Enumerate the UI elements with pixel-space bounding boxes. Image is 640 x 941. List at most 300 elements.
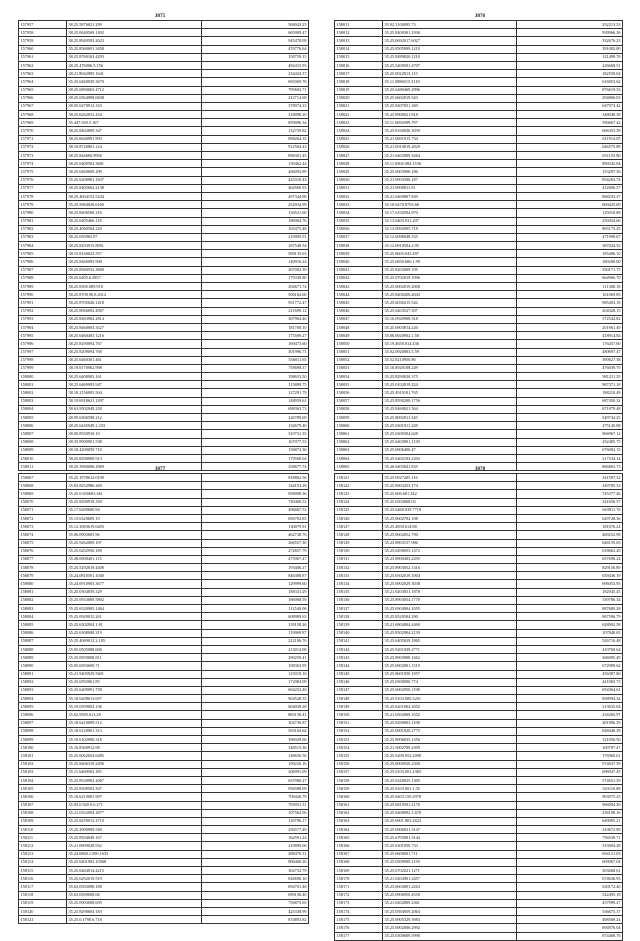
value-cell: 198653.50 <box>202 373 309 381</box>
value-cell: 272657.79 <box>202 547 309 555</box>
value-cell: 464560.93 <box>202 184 309 192</box>
table-row <box>335 242 623 250</box>
row-id-cell: 158034 <box>335 209 383 217</box>
table-row <box>19 736 309 744</box>
row-id-cell: 157985 <box>19 250 67 258</box>
value-cell: 543116.88 <box>517 785 623 793</box>
row-id-cell: 157991 <box>19 299 67 307</box>
table-row <box>335 168 623 176</box>
table-row <box>19 29 309 37</box>
row-id-cell: 158038 <box>335 242 383 250</box>
table-row <box>19 160 309 168</box>
value-cell: 646159.65 <box>517 539 623 547</box>
code-cell: 35.25.6480469.2996 <box>383 86 517 94</box>
code-cell: 35.25.6850.606.1.99 <box>383 258 517 266</box>
table-body <box>19 474 309 924</box>
code-cell: 35.25.0022913.115 <box>383 70 517 78</box>
table-row <box>19 809 309 817</box>
row-id-cell: 158175 <box>335 916 383 924</box>
table-row <box>19 291 309 299</box>
row-id-cell: 158154 <box>335 744 383 752</box>
row-id-cell: 158102 <box>19 760 67 768</box>
code-cell: 35.10.6102090.318 <box>67 736 202 744</box>
value-cell: 903975.23 <box>517 793 623 801</box>
code-cell: 35.25.6500000.774 <box>383 678 517 686</box>
code-cell: 35.25.8160036.3039 <box>383 127 517 135</box>
table-row <box>335 266 623 274</box>
code-cell: 35.21.6903506.187 <box>383 176 517 184</box>
code-cell: 38.25.476006.5.156 <box>67 61 202 69</box>
row-id-cell: 158051 <box>335 348 383 356</box>
code-cell: 38.25.5876021.299 <box>67 21 202 29</box>
value-cell: 854263.74 <box>517 176 623 184</box>
row-id-cell: 157984 <box>19 242 67 250</box>
code-cell: 35.25.6903906.186 <box>383 168 517 176</box>
row-id-cell: 158085 <box>19 621 67 629</box>
row-id-cell: 158113 <box>19 850 67 858</box>
row-id-cell: 158067 <box>19 474 67 482</box>
value-cell: 758698.37 <box>202 364 309 372</box>
code-cell: 35.25.6103.001.1.35 <box>383 785 517 793</box>
row-id-cell: 158086 <box>19 629 67 637</box>
row-id-cell: 158072 <box>19 514 67 522</box>
table-row <box>19 233 309 241</box>
table-row <box>335 572 623 580</box>
table-row <box>335 209 623 217</box>
code-cell: 38.18.2156005.504 <box>67 389 202 397</box>
table-row <box>19 176 309 184</box>
table-row <box>19 817 309 825</box>
code-cell: 38.25.6262052.434 <box>67 111 202 119</box>
code-cell: 38.21.8042985.1641 <box>67 70 202 78</box>
row-id-cell: 157974 <box>19 160 67 168</box>
table-row <box>335 250 623 258</box>
table-row <box>335 883 623 891</box>
row-id-cell: 157992 <box>19 307 67 315</box>
code-cell: 35.25.2900909.549 <box>67 826 202 834</box>
row-id-cell: 158150 <box>335 711 383 719</box>
code-cell: 35.25.0594059.2063 <box>383 907 517 915</box>
code-cell: 35.25.6520905.1464 <box>67 605 202 613</box>
row-id-cell: 157960 <box>19 45 67 53</box>
code-cell: 35.25.0.1790.6.718 <box>67 916 202 924</box>
code-cell: 38.25.8203915.8951 <box>67 242 202 250</box>
code-cell: 38.25.8709.90.8.4312 <box>67 291 202 299</box>
row-id-cell: 158048 <box>335 323 383 331</box>
value-cell: 156873.36 <box>202 446 309 454</box>
code-cell: 35.24.0910903.3677 <box>67 580 202 588</box>
value-cell: 666353.58 <box>517 127 623 135</box>
value-cell: 139462.44 <box>202 160 309 168</box>
table-row <box>19 826 309 834</box>
table-row <box>19 637 309 645</box>
table-row <box>335 422 623 430</box>
code-cell: 35.25.6592061.85 <box>67 678 202 686</box>
code-cell: 35.25.6301050.733 <box>383 842 517 850</box>
row-id-cell: 157979 <box>19 201 67 209</box>
row-id-cell: 157972 <box>19 143 67 151</box>
code-cell: 35.19.0509002.136 <box>67 703 202 711</box>
code-cell: 35.25.0929015.261 <box>67 613 202 621</box>
row-id-cell: 158152 <box>335 727 383 735</box>
code-cell: 38.25.8402809.347 <box>67 127 202 135</box>
row-id-cell: 158049 <box>335 332 383 340</box>
table-row <box>19 397 309 405</box>
row-id-cell: 158124 <box>335 498 383 506</box>
row-id-cell: 158009 <box>19 446 67 454</box>
table-row <box>335 291 623 299</box>
value-cell: 549744.25 <box>517 414 623 422</box>
table-row <box>335 258 623 266</box>
value-cell: 188331.29 <box>202 588 309 596</box>
table-row <box>335 744 623 752</box>
value-cell: 696947.45 <box>517 768 623 776</box>
table-row <box>19 907 309 915</box>
code-cell: 35.25.8407051.369 <box>383 102 517 110</box>
row-id-cell: 158004 <box>19 405 67 413</box>
code-cell: 38.19.6170902.998 <box>67 364 202 372</box>
value-cell: 676092.15 <box>517 446 623 454</box>
table-row <box>335 850 623 858</box>
value-cell: 252034.99 <box>202 201 309 209</box>
code-cell: 35.25.0692017.6027 <box>383 37 517 45</box>
table-row <box>335 867 623 875</box>
table-row <box>335 184 623 192</box>
value-cell: 350171.75 <box>517 266 623 274</box>
row-id-cell: 157999 <box>19 364 67 372</box>
table-row <box>335 152 623 160</box>
table-row <box>335 858 623 866</box>
value-cell: 649095.21 <box>517 817 623 825</box>
table-row <box>19 793 309 801</box>
code-cell: 38.25.6405.6.2857 <box>67 274 202 282</box>
table-row <box>335 891 623 899</box>
value-cell: 756875.65 <box>202 899 309 907</box>
table-row <box>335 135 623 143</box>
value-cell: 865158.41 <box>202 711 309 719</box>
row-id-cell: 158000 <box>19 373 67 381</box>
table-row <box>19 364 309 372</box>
table-row <box>335 523 623 531</box>
value-cell: 871979.48 <box>517 405 623 413</box>
code-cell: 35.25.5964026.6160 <box>67 201 202 209</box>
table-row <box>19 209 309 217</box>
row-id-cell: 158111 <box>19 834 67 842</box>
row-id-cell: 158120 <box>19 907 67 915</box>
code-cell: 35.25.8505099.1210 <box>383 45 517 53</box>
row-id-cell: 158129 <box>335 539 383 547</box>
value-cell: 256577.49 <box>202 826 309 834</box>
code-cell: 35.25.9262009.107 <box>67 539 202 547</box>
row-id-cell: 158078 <box>19 564 67 572</box>
code-cell: 35.16.6210001.907 <box>67 793 202 801</box>
row-id-cell: 157964 <box>19 78 67 86</box>
row-id-cell: 158032 <box>335 192 383 200</box>
code-cell: 38.25.8066092.4907 <box>67 307 202 315</box>
value-cell: 912504.43 <box>202 143 309 151</box>
row-id-cell: 158058 <box>335 405 383 413</box>
table-row <box>19 274 309 282</box>
code-cell: 35.25.8400301.1936 <box>383 29 517 37</box>
value-cell: 765931.31 <box>202 801 309 809</box>
value-cell: 112540.06 <box>202 605 309 613</box>
value-cell: 252213.53 <box>517 21 623 29</box>
table-row <box>19 555 309 563</box>
code-cell: 35.25.6502019.1004 <box>383 572 517 580</box>
code-cell: 35.25.8460021.564 <box>383 405 517 413</box>
row-id-cell: 157987 <box>19 266 67 274</box>
code-cell: 35.25.6403527.507 <box>383 307 517 315</box>
code-cell: 35.25.6905329.3983 <box>383 916 517 924</box>
code-cell: 35.447.920.5.167 <box>67 119 202 127</box>
row-id-cell: 157970 <box>19 127 67 135</box>
row-id-cell: 158145 <box>335 670 383 678</box>
page-3878 <box>320 453 640 939</box>
row-id-cell: 158142 <box>335 645 383 653</box>
value-cell: 176457.60 <box>517 340 623 348</box>
value-cell: 125010.88 <box>517 209 623 217</box>
table-row <box>335 498 623 506</box>
table-row <box>335 629 623 637</box>
value-cell: 302752.79 <box>202 867 309 875</box>
code-cell: 35.25.6460.039.7718 <box>383 506 517 514</box>
value-cell: 646575.88 <box>517 143 623 151</box>
table-row <box>19 662 309 670</box>
row-id-cell: 158059 <box>335 414 383 422</box>
row-id-cell: 158077 <box>19 555 67 563</box>
value-cell: 161069.85 <box>517 291 623 299</box>
row-id-cell: 158013 <box>335 37 383 45</box>
row-id-cell: 158127 <box>335 523 383 531</box>
table-row <box>19 143 309 151</box>
code-cell: 38.15.8160022.557 <box>67 250 202 258</box>
code-cell: 35.28.6908401.115 <box>67 555 202 563</box>
table-row <box>335 736 623 744</box>
code-cell: 35.25.6301911.228 <box>383 422 517 430</box>
row-id-cell: 158001 <box>19 381 67 389</box>
row-id-cell: 158087 <box>19 637 67 645</box>
value-cell: 795603.71 <box>202 86 309 94</box>
code-cell: 35.25.8590200.1756 <box>383 397 517 405</box>
row-id-cell: 158014 <box>335 45 383 53</box>
row-id-cell: 158011 <box>335 21 383 29</box>
code-cell: 35.25.0001920.2775 <box>383 727 517 735</box>
row-id-cell: 157982 <box>19 225 67 233</box>
code-cell: 35.25.6300304.628 <box>383 430 517 438</box>
code-cell: 35.25.8504049.167 <box>67 834 202 842</box>
table-row <box>335 21 623 29</box>
table-row <box>335 654 623 662</box>
value-cell: 179568.04 <box>202 454 309 462</box>
code-cell: 35.24.0810501.1040 <box>67 572 202 580</box>
table-row <box>335 875 623 883</box>
row-id-cell: 158090 <box>19 662 67 670</box>
row-id-cell: 158073 <box>19 523 67 531</box>
value-cell: 349785.33 <box>517 482 623 490</box>
code-cell: 35.24.6860.1.090.1635 <box>67 850 202 858</box>
row-id-cell: 157977 <box>19 184 67 192</box>
row-id-cell: 158105 <box>19 785 67 793</box>
value-cell: 509135.63 <box>202 250 309 258</box>
value-cell: 275145.08 <box>517 422 623 430</box>
value-cell: 111308.18 <box>517 283 623 291</box>
code-cell: 38.25.3960006.2969 <box>67 463 202 471</box>
value-cell: 172084.09 <box>202 678 309 686</box>
value-cell: 185406.10 <box>517 250 623 258</box>
row-id-cell: 158098 <box>19 727 67 735</box>
value-cell: 281896.59 <box>517 719 623 727</box>
value-cell: 149916.24 <box>202 258 309 266</box>
row-id-cell: 158010 <box>19 454 67 462</box>
table-row <box>335 785 623 793</box>
row-id-cell: 158166 <box>335 842 383 850</box>
row-id-cell: 158018 <box>335 78 383 86</box>
row-id-cell: 158076 <box>19 547 67 555</box>
value-cell: 904528.35 <box>202 695 309 703</box>
value-cell: 213014.08 <box>202 645 309 653</box>
value-cell: 156521.60 <box>202 209 309 217</box>
code-cell: 35.25.6201604.3052 <box>383 703 517 711</box>
row-id-cell: 158063 <box>335 446 383 454</box>
table-row <box>19 422 309 430</box>
value-cell: 144153.28 <box>202 482 309 490</box>
row-id-cell: 158003 <box>19 397 67 405</box>
table-row <box>335 430 623 438</box>
table-row <box>335 307 623 315</box>
table-row <box>335 547 623 555</box>
value-cell: 848446.38 <box>517 727 623 735</box>
row-id-cell: 158045 <box>335 299 383 307</box>
row-id-cell: 157965 <box>19 86 67 94</box>
value-cell: 536011.65 <box>202 356 309 364</box>
table-row <box>335 555 623 563</box>
code-cell: 35.25.6904904.1055 <box>383 605 517 613</box>
table-row <box>19 785 309 793</box>
row-id-cell: 158116 <box>19 875 67 883</box>
value-cell: 412806.57 <box>517 184 623 192</box>
value-cell: 387024.53 <box>517 242 623 250</box>
code-cell: 35.20.6403041.835 <box>383 463 517 471</box>
code-cell: 35.05.6593600.71 <box>67 662 202 670</box>
row-id-cell: 157995 <box>19 332 67 340</box>
value-cell: 643911.76 <box>517 506 623 514</box>
table-row <box>335 801 623 809</box>
code-cell: 35.21.0691915.734 <box>383 135 517 143</box>
page-number: 3876 <box>474 13 486 19</box>
code-cell: 38.25.6460609.299 <box>67 168 202 176</box>
code-cell: 38.05.6270912.333 <box>67 102 202 110</box>
row-id-cell: 158082 <box>19 596 67 604</box>
code-cell: 35.25.0304859.329 <box>67 588 202 596</box>
table-row <box>19 299 309 307</box>
code-cell: 35.16.8920108.249 <box>383 364 517 372</box>
row-id-cell: 158093 <box>19 686 67 694</box>
row-id-cell: 158040 <box>335 258 383 266</box>
value-cell: 846388.87 <box>202 572 309 580</box>
table-row <box>335 916 623 924</box>
value-cell: 611914.05 <box>517 135 623 143</box>
row-id-cell: 158118 <box>19 891 67 899</box>
value-cell: 182045.45 <box>517 588 623 596</box>
value-cell: 709426.79 <box>202 793 309 801</box>
row-id-cell: 158095 <box>19 703 67 711</box>
table-row <box>19 588 309 596</box>
row-id-cell: 158132 <box>335 564 383 572</box>
row-id-cell: 158157 <box>335 768 383 776</box>
table-row <box>335 78 623 86</box>
code-cell: 35.25.8259013.4710 <box>67 817 202 825</box>
table-row <box>19 323 309 331</box>
row-id-cell: 158046 <box>335 307 383 315</box>
table-row <box>19 53 309 61</box>
code-cell: 35.63.0503008.188 <box>67 883 202 891</box>
value-cell: 181076.24 <box>517 523 623 531</box>
value-cell: 418914.84 <box>517 332 623 340</box>
table-row <box>19 670 309 678</box>
row-id-cell: 158020 <box>335 94 383 102</box>
table-row <box>19 703 309 711</box>
value-cell: 315904.28 <box>517 842 623 850</box>
value-cell: 687450.32 <box>517 397 623 405</box>
row-id-cell: 158139 <box>335 621 383 629</box>
value-cell: 698363.73 <box>202 405 309 413</box>
table-row <box>19 414 309 422</box>
row-id-cell: 158036 <box>335 225 383 233</box>
table-row <box>335 596 623 604</box>
code-cell: 35.25.6902006.2992 <box>383 924 517 932</box>
row-id-cell: 158171 <box>335 883 383 891</box>
row-id-cell: 157996 <box>19 340 67 348</box>
row-id-cell: 157998 <box>19 356 67 364</box>
table-body <box>335 474 623 941</box>
table-row <box>19 474 309 482</box>
table-row <box>19 482 309 490</box>
table-row <box>335 283 623 291</box>
row-id-cell: 158164 <box>335 826 383 834</box>
code-cell: 35.25.8903157.986 <box>383 539 517 547</box>
value-cell: 167549.54 <box>202 242 309 250</box>
row-id-cell: 158079 <box>19 572 67 580</box>
value-cell: 966967.12 <box>517 430 623 438</box>
table-row <box>335 119 623 127</box>
row-id-cell: 158083 <box>19 605 67 613</box>
value-cell: 674636.93 <box>517 875 623 883</box>
value-cell: 121499.76 <box>517 53 623 61</box>
value-cell: 574651.59 <box>517 776 623 784</box>
row-id-cell: 157963 <box>19 70 67 78</box>
table-row <box>19 752 309 760</box>
table-row <box>335 192 623 200</box>
row-id-cell: 158169 <box>335 867 383 875</box>
code-cell: 35.25.8502904.2139 <box>383 629 517 637</box>
row-id-cell: 158128 <box>335 531 383 539</box>
table-row <box>19 645 309 653</box>
value-cell: 210890.06 <box>202 842 309 850</box>
code-cell: 35.21.6402909.3264 <box>383 152 517 160</box>
code-cell: 35.25.8290020.375 <box>383 373 517 381</box>
code-cell: 35.25.6705001.3144 <box>383 834 517 842</box>
table-row <box>335 817 623 825</box>
row-id-cell: 158002 <box>19 389 67 397</box>
table-row <box>335 760 623 768</box>
table-row <box>19 711 309 719</box>
table-row <box>335 752 623 760</box>
code-cell: 35.21.6502069.3352 <box>383 711 517 719</box>
data-table <box>18 473 309 924</box>
code-cell: 38.25.6460403.1216 <box>67 332 202 340</box>
row-id-cell: 158136 <box>335 596 383 604</box>
table-row <box>335 438 623 446</box>
